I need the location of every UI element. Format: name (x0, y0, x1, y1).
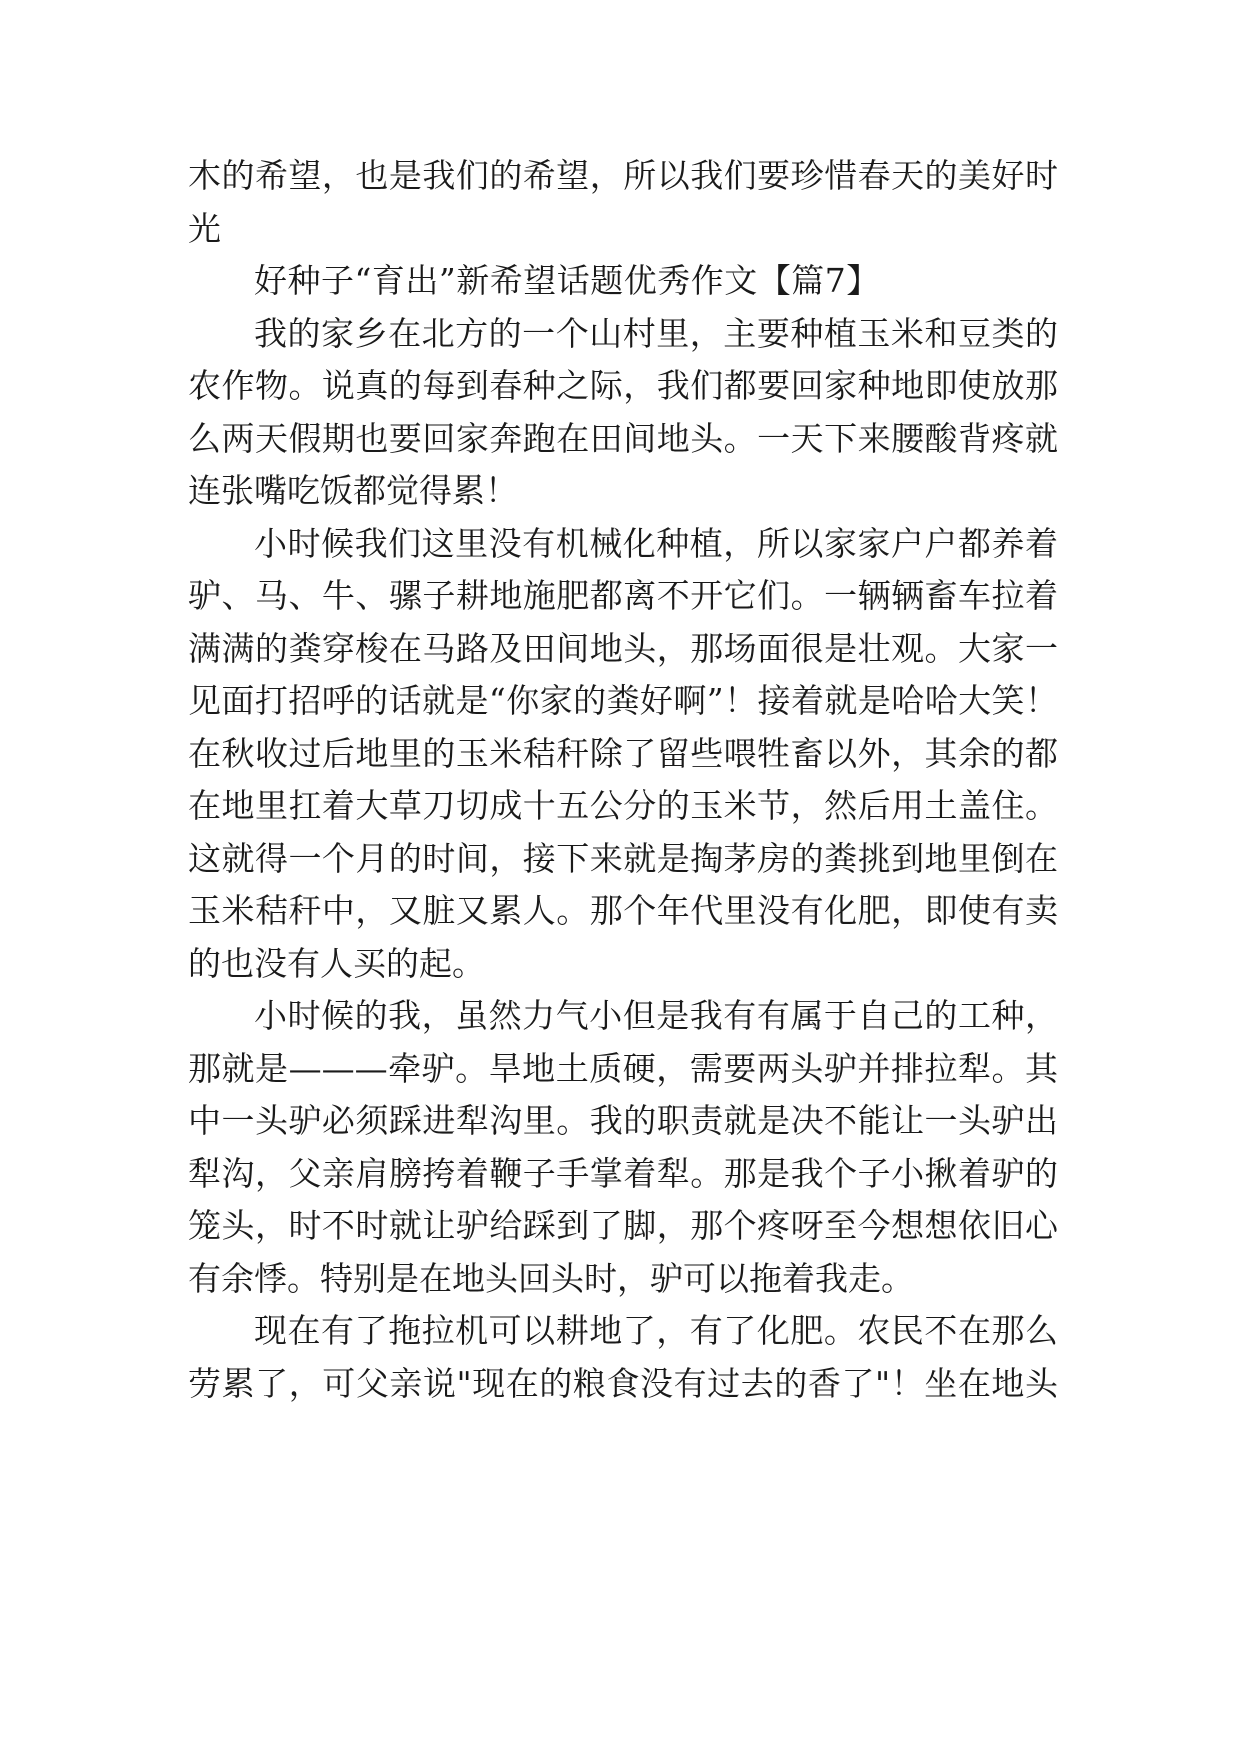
text-line: 驴、马、牛、骡子耕地施肥都离不开它们。一辆辆畜车拉着 (188, 576, 1058, 615)
text-line: 有余悸。特别是在地头回头时，驴可以拖着我走。 (188, 1258, 914, 1298)
paragraph-first-line: 小时候的我，虽然力气小但是我有有属于自己的工种， (254, 996, 1058, 1035)
text-line: 光 (188, 208, 221, 248)
text-line: 的也没有人买的起。 (188, 943, 485, 983)
paragraph-first-line: 小时候我们这里没有机械化种植，所以家家户户都养着 (254, 523, 1058, 563)
text-line: 农作物。说真的每到春种之际，我们都要回家种地即使放那 (188, 366, 1058, 405)
text-line: 劳累了，可父亲说"现在的粮食没有过去的香了"！坐在地头 (188, 1363, 1058, 1403)
text-line: 见面打招呼的话就是“你家的粪好啊”！接着就是哈哈大笑！ (188, 681, 1058, 720)
paragraph-first-line: 现在有了拖拉机可以耕地了，有了化肥。农民不在那么 (254, 1311, 1058, 1350)
essay-heading: 好种子“育出”新希望话题优秀作文【篇7】 (254, 261, 880, 300)
text-line: 中一头驴必须踩进犁沟里。我的职责就是决不能让一头驴出 (188, 1101, 1058, 1140)
text-line: 连张嘴吃饭都觉得累！ (188, 471, 518, 510)
text-line: 这就得一个月的时间，接下来就是掏茅房的粪挑到地里倒在 (188, 838, 1058, 878)
text-line: 在秋收过后地里的玉米秸秆除了留些喂牲畜以外，其余的都 (188, 733, 1058, 773)
text-line: 木的希望，也是我们的希望，所以我们要珍惜春天的美好时 (188, 156, 1058, 195)
text-line: 那就是———牵驴。旱地土质硬，需要两头驴并排拉犁。其 (188, 1048, 1058, 1088)
text-line: 在地里扛着大草刀切成十五公分的玉米节，然后用土盖住。 (188, 786, 1058, 825)
essay-body (188, 150, 1058, 1410)
text-line: 么两天假期也要回家奔跑在田间地头。一天下来腰酸背疼就 (188, 418, 1058, 458)
paragraph-first-line: 我的家乡在北方的一个山村里，主要种植玉米和豆类的 (254, 313, 1058, 353)
text-line: 笼头，时不时就让驴给踩到了脚，那个疼呀至今想想依旧心 (188, 1206, 1058, 1245)
text-line: 满满的粪穿梭在马路及田间地头，那场面很是壮观。大家一 (188, 628, 1058, 668)
text-line: 犁沟，父亲肩膀挎着鞭子手掌着犁。那是我个子小揪着驴的 (188, 1153, 1058, 1193)
text-line: 玉米秸秆中，又脏又累人。那个年代里没有化肥，即使有卖 (188, 891, 1058, 930)
